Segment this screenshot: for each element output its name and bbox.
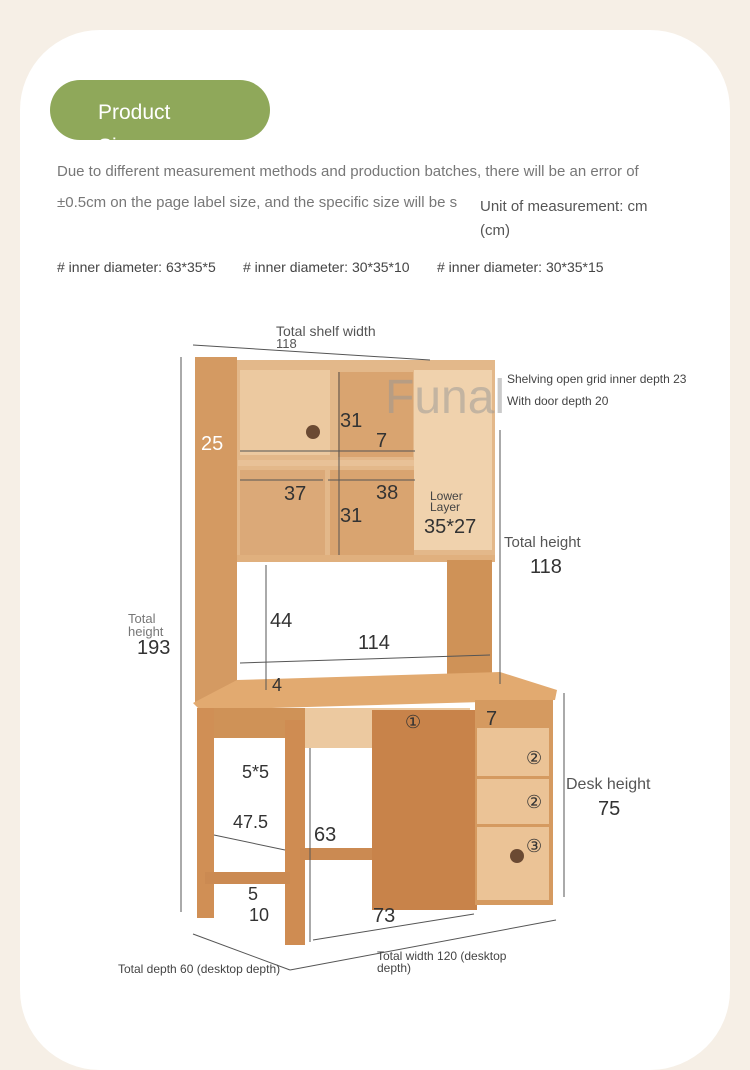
leg xyxy=(197,708,214,918)
dim-47-5: 47.5 xyxy=(233,812,269,832)
dim-38: 38 xyxy=(376,482,399,504)
desk-height-label: Desk height xyxy=(566,776,651,793)
notice-line-1: Due to different measurement methods and production batches, there will be an error of xyxy=(57,163,639,180)
drawer-2b-marker: ② xyxy=(526,792,543,812)
unit-label: Unit of measurement: cm xyxy=(480,198,648,215)
drawer-3-marker: ③ xyxy=(526,836,543,856)
hutch-height-label: Total height xyxy=(504,534,581,551)
watermark: Funal xyxy=(385,371,506,424)
badge-label: Product Size xyxy=(98,101,171,158)
dim-7-upper: 7 xyxy=(376,430,388,452)
total-depth-label: Total depth 60 (desktop depth) xyxy=(118,962,281,976)
lower-layer-size: 35*27 xyxy=(424,516,477,538)
dim-4: 4 xyxy=(272,675,283,695)
dim-5: 5 xyxy=(248,884,259,904)
total-height-label: Total height xyxy=(128,611,164,639)
pedestal xyxy=(372,710,477,910)
hutch-height-value: 118 xyxy=(530,556,562,578)
drawer-2a-marker: ② xyxy=(526,748,543,768)
hutch-right-panel xyxy=(447,560,492,685)
shelf-width-value: 118 xyxy=(276,336,297,351)
desk-height-value: 75 xyxy=(598,798,621,820)
dim-31-upper: 31 xyxy=(340,410,363,432)
inner-diameter-1: # inner diameter: 63*35*5 xyxy=(57,259,216,275)
door-knob xyxy=(306,425,320,439)
dim-31-lower: 31 xyxy=(340,505,363,527)
depth-note-1: Shelving open grid inner depth 23 xyxy=(507,372,687,386)
total-height-value: 193 xyxy=(137,637,171,659)
leg xyxy=(285,720,305,945)
total-width-label: Total width 120 (desktop depth) xyxy=(377,949,507,975)
lower-layer-label: Lower Layer xyxy=(430,489,463,514)
hutch-left-panel xyxy=(195,357,237,702)
dim-25: 25 xyxy=(201,433,224,455)
notice-line-2: ±0.5cm on the page label size, and the specific size will be s xyxy=(57,194,458,211)
dim-37: 37 xyxy=(284,483,307,505)
dim-10: 10 xyxy=(249,905,270,925)
drawer-1-marker: ① xyxy=(405,712,422,732)
depth-note-2: With door depth 20 xyxy=(507,394,609,408)
shelf-width-label: Total shelf width xyxy=(276,323,376,339)
inner-diameter-2: # inner diameter: 30*35*10 xyxy=(243,259,410,275)
dim-44: 44 xyxy=(270,610,293,632)
dim-114: 114 xyxy=(358,632,390,654)
dim-63: 63 xyxy=(314,824,337,846)
dim-5x5: 5*5 xyxy=(242,762,270,782)
dim-7-cubby: 7 xyxy=(486,708,498,730)
dim-73: 73 xyxy=(373,905,396,927)
inner-diameter-3: # inner diameter: 30*35*15 xyxy=(437,259,604,275)
upper-door xyxy=(240,370,330,455)
unit-label-2: (cm) xyxy=(480,222,510,239)
